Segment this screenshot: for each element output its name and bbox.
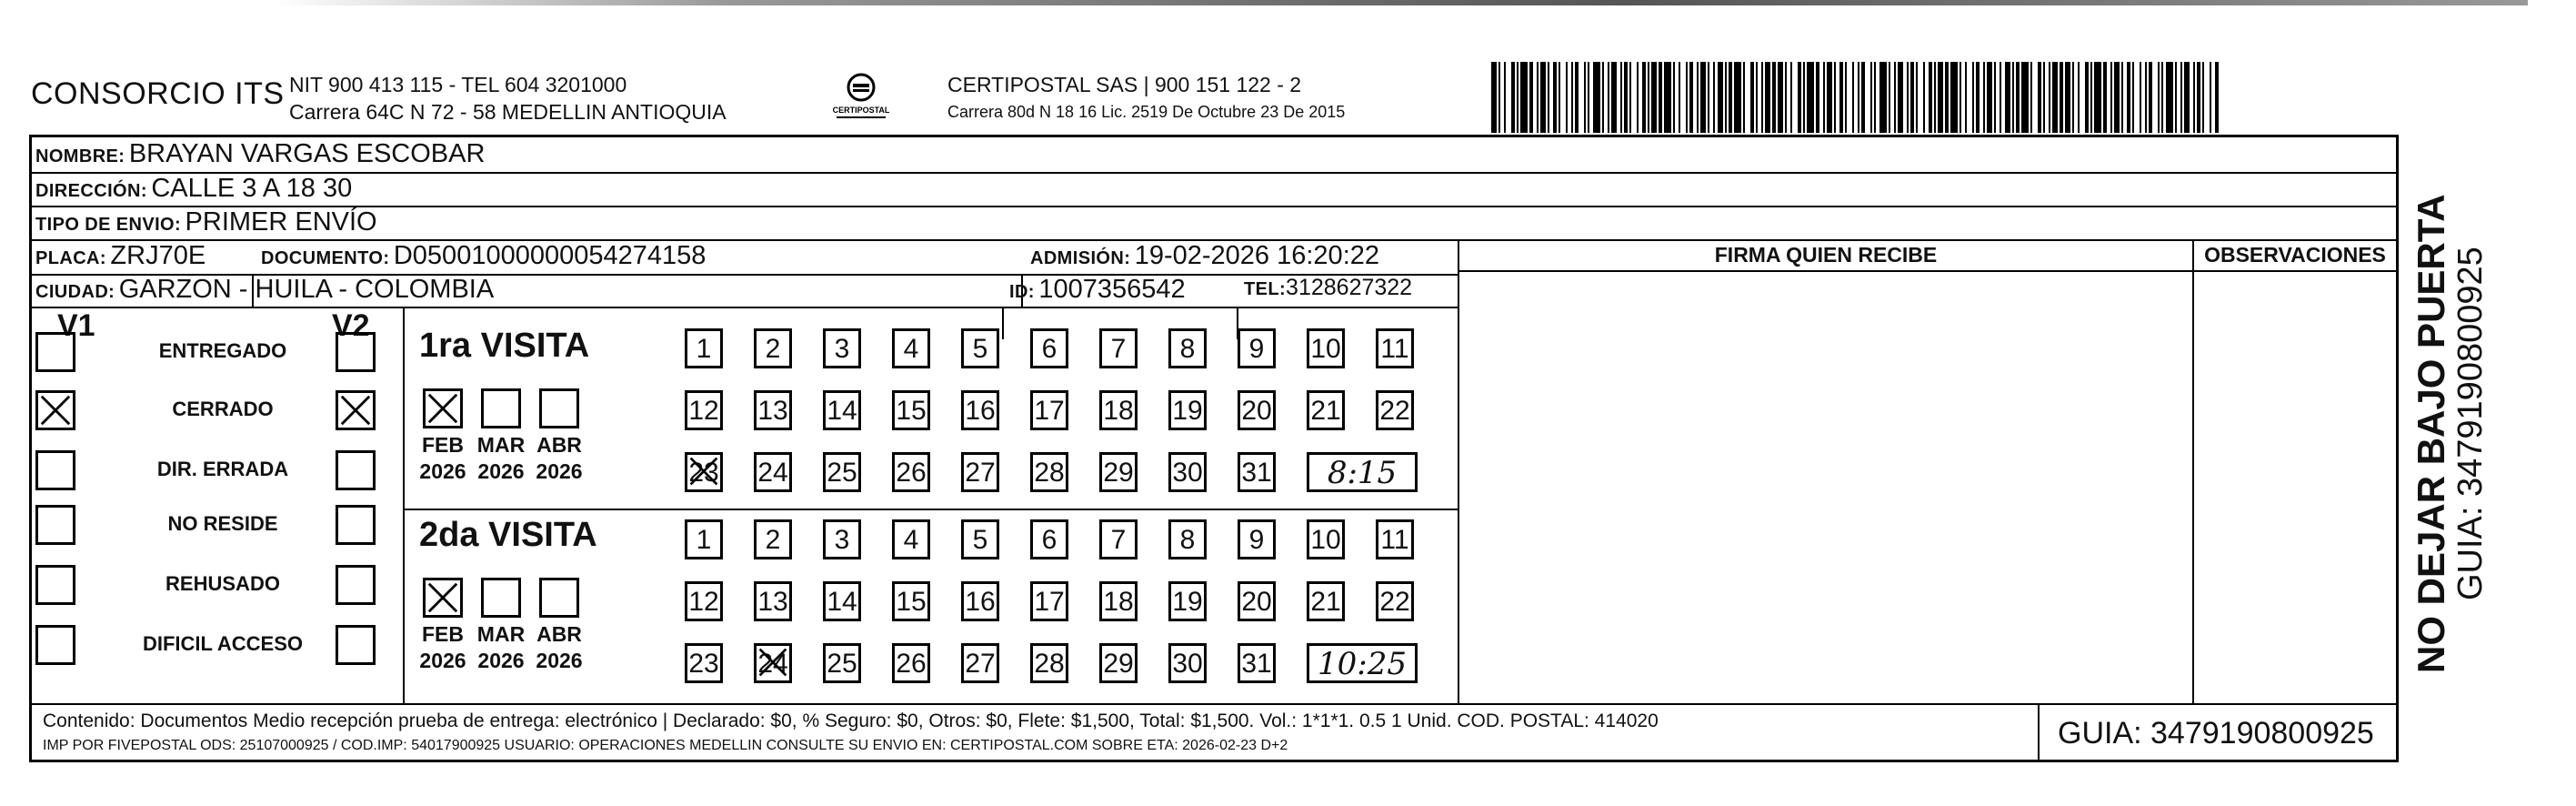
month-year: 2026 [419, 649, 466, 672]
second-visit-day-16[interactable]: 16 [961, 581, 999, 621]
second-visit-day-4[interactable]: 4 [892, 519, 930, 559]
second-visit-day-17[interactable]: 17 [1030, 581, 1068, 621]
second-visit-month-label [527, 621, 591, 674]
first-visit-day-30[interactable]: 30 [1168, 452, 1207, 492]
second-visit-day-9[interactable]: 9 [1238, 519, 1276, 559]
first-visit-day-31[interactable]: 31 [1238, 452, 1276, 492]
tel-row [1244, 275, 1412, 301]
second-visit-day-19[interactable]: 19 [1168, 581, 1207, 621]
second-visit-day-14[interactable]: 14 [823, 581, 861, 621]
logo-text: CERTIPOSTAL [832, 106, 890, 115]
footer-content: Contenido: Documentos Medio recepción prueba de entrega: electrónico | Declarado: $0, % Seguro: $0, Otros: $0, Flete: $1,500, Total: $1,500. Vol.: 1*1*1. 0.5 1 Unid. COD. POSTAL: 414020 [43, 710, 1659, 731]
x-mark-icon [338, 393, 373, 428]
first-visit-month-label [469, 432, 533, 485]
footer-guia: GUIA: 3479190800925 [2058, 716, 2374, 751]
nombre-label: NOMBRE: [35, 146, 125, 166]
first-visit-day-27[interactable]: 27 [961, 452, 999, 492]
top-edge-line [273, 0, 2528, 5]
x-mark-icon [426, 391, 460, 426]
first-visit-day-11[interactable]: 11 [1376, 328, 1414, 368]
second-visit-day-12[interactable]: 12 [685, 581, 723, 621]
first-visit-day-20[interactable]: 20 [1238, 390, 1276, 430]
second-visit-day-7[interactable]: 7 [1099, 519, 1138, 559]
company-address: Carrera 64C N 72 - 58 MEDELLIN ANTIOQUIA [289, 100, 727, 124]
first-visit-day-6[interactable]: 6 [1030, 328, 1068, 368]
second-visit-day-20[interactable]: 20 [1238, 581, 1276, 621]
barcode-bar [2094, 62, 2101, 133]
first-visit-day-10[interactable]: 10 [1307, 328, 1345, 368]
status-label: REHUSADO [165, 572, 280, 595]
x-mark-icon [38, 393, 73, 428]
first-visit-day-25[interactable]: 25 [823, 452, 861, 492]
first-visit-day-22[interactable]: 22 [1376, 390, 1414, 430]
footer-print-info: IMP POR FIVEPOSTAL ODS: 25107000925 / COD.IMP: 54017900925 USUARIO: OPERACIONES MEDELLIN CONSULTE SU ENVIO EN: CERTIPOSTAL.COM SOBRE ETA: 2026-02-23 D+2 [43, 738, 1288, 753]
first-visit-day-12[interactable]: 12 [685, 390, 723, 430]
second-visit-day-21[interactable]: 21 [1307, 581, 1345, 621]
nombre-row [35, 139, 485, 169]
first-visit-day-19[interactable]: 19 [1168, 390, 1207, 430]
tel-value: 3128627322 [1286, 275, 1413, 300]
v2-checkbox-dificil-acceso[interactable] [336, 625, 376, 665]
tipo-label: TIPO DE ENVIO: [35, 215, 182, 235]
month-year: 2026 [477, 649, 525, 672]
first-visit-day-23[interactable]: 23 [685, 452, 723, 492]
side-guia: GUIA: 3479190800925 [2451, 247, 2490, 600]
v1-checkbox-no-reside[interactable] [35, 505, 75, 545]
documento-value: D05001000000054274158 [393, 241, 707, 270]
month-year: 2026 [536, 649, 583, 672]
id-label: ID: [1009, 282, 1035, 302]
first-visit-day-29[interactable]: 29 [1099, 452, 1138, 492]
month-name: FEB [422, 433, 464, 457]
tipo-value: PRIMER ENVÍO [185, 207, 377, 237]
first-visit-month-label [411, 432, 475, 485]
month-year: 2026 [536, 459, 583, 483]
second-visit-day-15[interactable]: 15 [892, 581, 930, 621]
barcode-bar [1520, 62, 1528, 133]
status-label: CERRADO [172, 398, 274, 420]
side-warning: NO DEJAR BAJO PUERTA [2410, 194, 2452, 673]
barcode [1491, 62, 2219, 133]
second-visit-day-28[interactable]: 28 [1030, 643, 1068, 683]
first-visit-day-8[interactable]: 8 [1168, 328, 1207, 368]
first-visit-month-label [527, 432, 591, 485]
id-row [1009, 275, 1186, 305]
month-name: ABR [536, 622, 582, 646]
v1-checkbox-dir-errada[interactable] [35, 450, 75, 490]
form-frame [29, 135, 2399, 762]
ciudad-label: CIUDAD: [35, 282, 115, 302]
v2-checkbox-rehusado[interactable] [336, 565, 376, 605]
second-visit-day-26[interactable]: 26 [892, 643, 930, 683]
v1-checkbox-entregado[interactable] [35, 332, 75, 372]
first-visit-day-26[interactable]: 26 [892, 452, 930, 492]
first-visit-day-2[interactable]: 2 [754, 328, 792, 368]
second-visit-day-27[interactable]: 27 [961, 643, 999, 683]
first-visit-day-21[interactable]: 21 [1307, 390, 1345, 430]
second-visit-day-3[interactable]: 3 [823, 519, 861, 559]
status-label: DIFICIL ACCESO [142, 632, 303, 655]
second-visit-day-23[interactable]: 23 [685, 643, 723, 683]
first-visit-month-box-abr[interactable] [539, 388, 579, 428]
barcode-bar [2021, 62, 2029, 133]
second-visit-time[interactable]: 10:25 [1307, 643, 1418, 683]
first-visit-day-15[interactable]: 15 [892, 390, 930, 430]
documento-label: DOCUMENTO: [261, 248, 390, 268]
barcode-bar [2166, 62, 2173, 133]
x-mark-icon [426, 580, 460, 615]
barcode-bar [1950, 62, 1958, 133]
barcode-bar [1879, 62, 1887, 133]
x-mark-icon [757, 646, 789, 679]
admision-row [1030, 241, 1379, 271]
barcode-bar [1734, 62, 1741, 133]
nit-line: NIT 900 413 115 - TEL 604 3201000 [289, 73, 627, 96]
v2-checkbox-dir-errada[interactable] [336, 450, 376, 490]
first-visit-day-9[interactable]: 9 [1238, 328, 1276, 368]
second-visit-day-31[interactable]: 31 [1238, 643, 1276, 683]
first-visit-day-28[interactable]: 28 [1030, 452, 1068, 492]
carrier-line: CERTIPOSTAL SAS | 900 151 122 - 2 [947, 73, 1302, 96]
observations-area[interactable] [2194, 272, 2396, 701]
second-visit-day-13[interactable]: 13 [754, 581, 792, 621]
second-visit-day-6[interactable]: 6 [1030, 519, 1068, 559]
v1-checkbox-cerrado[interactable] [35, 390, 75, 430]
barcode-bar [1664, 62, 1671, 133]
first-visit-day-7[interactable]: 7 [1099, 328, 1138, 368]
first-visit-day-14[interactable]: 14 [823, 390, 861, 430]
status-label: ENTREGADO [158, 339, 287, 362]
v1-checkbox-dificil-acceso[interactable] [35, 625, 75, 665]
first-visit-day-3[interactable]: 3 [823, 328, 861, 368]
barcode-bar [2215, 62, 2219, 133]
second-visit-month-label [411, 621, 475, 674]
second-visit-day-30[interactable]: 30 [1168, 643, 1207, 683]
first-visit-day-13[interactable]: 13 [754, 390, 792, 430]
second-visit-day-5[interactable]: 5 [961, 519, 999, 559]
second-visit-day-24[interactable]: 24 [754, 643, 792, 683]
first-visit-day-16[interactable]: 16 [961, 390, 999, 430]
nombre-value: BRAYAN VARGAS ESCOBAR [128, 139, 486, 168]
first-visit-day-17[interactable]: 17 [1030, 390, 1068, 430]
carrier-info [947, 71, 1345, 126]
placa-row [35, 241, 205, 271]
ciudad-value: GARZON - HUILA - COLOMBIA [118, 275, 495, 304]
month-name: MAR [476, 622, 526, 646]
barcode-bar [1593, 62, 1600, 133]
second-visit-month-box-abr[interactable] [539, 578, 579, 618]
carrier-address: Carrera 80d N 18 16 Lic. 2519 De Octubre 23 De 2015 [947, 103, 1346, 121]
second-visit-month-box-feb[interactable] [423, 578, 463, 618]
ciudad-row [35, 275, 494, 305]
tel-label: TEL: [1244, 279, 1287, 299]
v2-checkbox-no-reside[interactable] [336, 505, 376, 545]
certipostal-logo [829, 69, 893, 124]
first-visit-day-1[interactable]: 1 [685, 328, 723, 368]
placa-label: PLACA: [35, 248, 106, 268]
company-info [289, 71, 727, 126]
direccion-label: DIRECCIÓN: [35, 181, 147, 201]
status-label: DIR. ERRADA [156, 458, 289, 480]
v2-header: V2 [332, 308, 370, 343]
tipo-row [35, 207, 377, 237]
placa-value: ZRJ70E [110, 241, 206, 270]
v2-checkbox-entregado[interactable] [336, 332, 376, 372]
second-visit-day-11[interactable]: 11 [1376, 519, 1414, 559]
first-visit-day-5[interactable]: 5 [961, 328, 999, 368]
id-value: 1007356542 [1038, 275, 1186, 304]
v2-checkbox-cerrado[interactable] [336, 390, 376, 430]
status-label: NO RESIDE [167, 512, 278, 535]
second-visit-day-2[interactable]: 2 [754, 519, 792, 559]
company-name: CONSORCIO ITS [31, 76, 285, 111]
v1-checkbox-rehusado[interactable] [35, 565, 75, 605]
second-visit-day-1[interactable]: 1 [685, 519, 723, 559]
admision-value: 19-02-2026 16:20:22 [1134, 241, 1380, 270]
month-name: MAR [476, 433, 526, 457]
firma-header: FIRMA QUIEN RECIBE [1714, 243, 1938, 267]
first-visit-day-4[interactable]: 4 [892, 328, 930, 368]
first-visit-month-box-feb[interactable] [423, 388, 463, 428]
second-visit-day-8[interactable]: 8 [1168, 519, 1207, 559]
signature-area[interactable] [1459, 272, 2192, 701]
first-visit-title: 1ra VISITA [419, 327, 590, 365]
month-name: ABR [536, 433, 582, 457]
documento-row [261, 241, 706, 271]
barcode-bar [1807, 62, 1814, 133]
second-visit-month-label [469, 621, 533, 674]
v1-header: V1 [57, 308, 95, 343]
second-visit-day-18[interactable]: 18 [1099, 581, 1138, 621]
second-visit-day-29[interactable]: 29 [1099, 643, 1138, 683]
direccion-value: CALLE 3 A 18 30 [151, 174, 353, 203]
second-visit-day-22[interactable]: 22 [1376, 581, 1414, 621]
second-visit-title: 2da VISITA [419, 516, 597, 554]
second-visit-month-box-mar[interactable] [481, 578, 521, 618]
second-visit-day-25[interactable]: 25 [823, 643, 861, 683]
first-visit-month-box-mar[interactable] [481, 388, 521, 428]
first-visit-time[interactable]: 8:15 [1307, 452, 1418, 492]
month-year: 2026 [419, 459, 466, 483]
x-mark-icon [687, 455, 720, 488]
first-visit-day-18[interactable]: 18 [1099, 390, 1138, 430]
first-visit-day-24[interactable]: 24 [754, 452, 792, 492]
direccion-row [35, 174, 352, 204]
month-year: 2026 [477, 459, 525, 483]
month-name: FEB [422, 622, 464, 646]
admision-label: ADMISIÓN: [1030, 248, 1131, 268]
second-visit-day-10[interactable]: 10 [1307, 519, 1345, 559]
observaciones-header: OBSERVACIONES [2204, 243, 2386, 267]
